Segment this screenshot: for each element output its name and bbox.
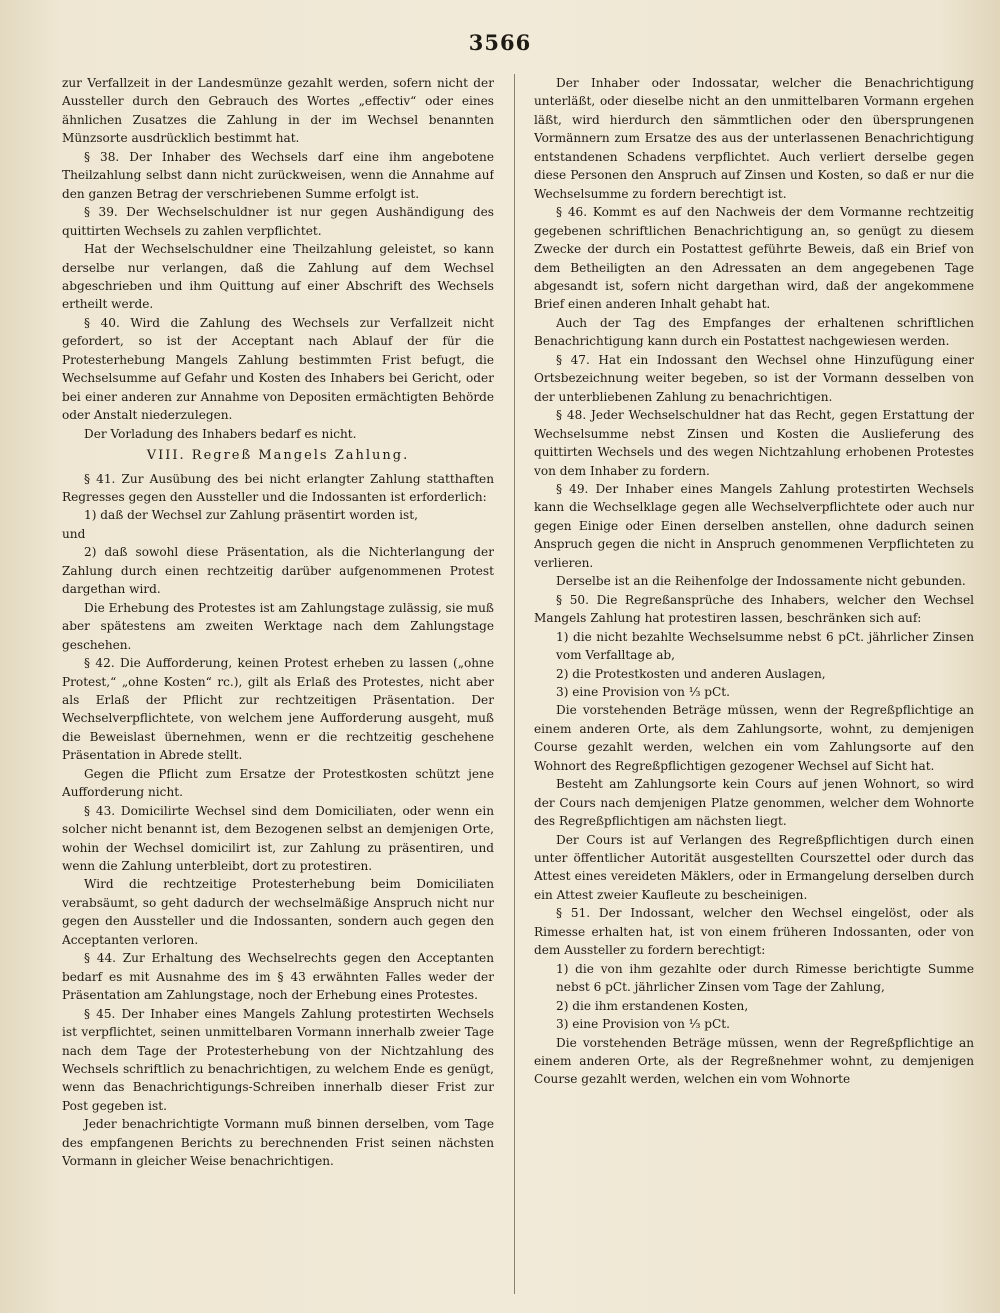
right-paragraph: § 51. Der Indossant, welcher den Wechsel eingelöst, oder als Rimesse erhalten hat, ist von einem früheren Indossanten, oder von dem Aussteller zu fordern berechtigt:	[534, 906, 974, 958]
right-paragraph: Die vorstehenden Beträge müssen, wenn der Regreßpflichtige an einem anderen Orte, als dem Zahlungsorte, wohnt, zu demjenigen Course gezahlt werden, welchen ein vom Zahlungsorte auf den Wohnort des Regreßpflichtigen gezogener Wechsel auf Sicht hat.	[534, 703, 974, 773]
right-paragraph: § 49. Der Inhaber eines Mangels Zahlung protestirten Wechsels kann die Wechselklage gegen alle Wechselverpflichtete oder auch nur gegen Einige oder Einen derselben anstellen, ohne dadurch seinen Anspruch gegen die nicht in Anspruch genommenen Verpflichteten zu verlieren.	[534, 481, 974, 570]
right-paragraph: § 50. Die Regreßansprüche des Inhabers, welcher den Wechsel Mangels Zahlung hat protestiren lassen, beschränken sich auf:	[534, 592, 974, 626]
right-paragraph: Der Inhaber oder Indossatar, welcher die Benachrichtigung unterläßt, oder dieselbe nicht an den unmittelbaren Vormann ergehen läßt, wird hierdurch den sämmtlichen oder den übersprungenen Vormännern zum Ersatze des aus der unterlassenen Benachrichtigung entstandenen Schadens verpflichtet. Auch verliert derselbe gegen diese Personen den Anspruch auf Zinsen und Kosten, so daß er nur die Wechselsumme zu fordern berechtigt ist.	[534, 76, 974, 201]
right-paragraph: Der Cours ist auf Verlangen des Regreßpflichtigen durch einen unter öffentlicher Autorität ausgestellten Courszettel oder durch das Attest eines vereideten Mäklers, oder in Ermangelung derselben durch ein Attest zweier Kaufleute zu bescheinigen.	[534, 832, 974, 902]
left-paragraph: Hat der Wechselschuldner eine Theilzahlung geleistet, so kann derselbe nur verlangen, daß die Zahlung auf dem Wechsel abgeschrieben und ihm Quittung auf einer Abschrift des Wechsels ertheilt werde.	[62, 242, 494, 312]
right-paragraph: § 47. Hat ein Indossant den Wechsel ohne Hinzufügung einer Ortsbezeichnung weiter begeben, so ist der Vormann desselben von der unterbliebenen Zahlung zu benachrichtigen.	[534, 352, 974, 404]
left-paragraph: § 43. Domicilirte Wechsel sind dem Domiciliaten, oder wenn ein solcher nicht benannt ist, dem Bezogenen selbst an demjenigen Orte, wohin der Wechsel domicilirt ist, zur Zahlung zu präsentiren, und wenn die Zahlung unterbleibt, dort zu protestiren.	[62, 803, 494, 874]
left-paragraph: § 42. Die Aufforderung, keinen Protest erheben zu lassen („ohne Protest,“ „ohne Kosten“ rc.), gilt als Erlaß des Protestes, nicht aber als Erlaß der Pflicht zur rechtzeitigen Präsentation. Der Wechselverpflichtete, von welchem jene Aufforderung ausgeht, muß die Beweislast übernehmen, wenn er die rechtzeitig geschehene Präsentation in Abrede stellt.	[62, 656, 494, 763]
right-paragraph: Auch der Tag des Empfanges der erhaltenen schriftlichen Benachrichtigung kann durch ein Postattest nachgewiesen werden.	[534, 315, 974, 349]
left-paragraph: Jeder benachrichtigte Vormann muß binnen derselben, vom Tage des empfangenen Berichts zu berechnenden Frist seinen nächsten Vormann in gleicher Weise benachrichtigen.	[62, 1117, 494, 1169]
left-paragraph: Die Erhebung des Protestes ist am Zahlungstage zulässig, sie muß aber spätestens am zweiten Werktage nach dem Zahlungstage geschehen.	[62, 600, 494, 652]
section-heading: VIII. Regreß Mangels Zahlung.	[146, 448, 410, 464]
right-paragraph: Die vorstehenden Beträge müssen, wenn der Regreßpflichtige an einem anderen Orte, als der Regreßnehmer wohnt, zu demjenigen Course gezahlt werden, welchen ein vom Wohnorte	[534, 1035, 974, 1087]
right-list-item: 1) die nicht bezahlte Wechselsumme nebst 6 pCt. jährlicher Zinsen vom Verfalltage ab,	[556, 629, 974, 663]
left-column	[62, 74, 494, 1294]
right-paragraph: Derselbe ist an die Reihenfolge der Indossamente nicht gebunden.	[556, 574, 966, 589]
left-paragraph: § 38. Der Inhaber des Wechsels darf eine ihm angebotene Theilzahlung selbst dann nicht zurückweisen, wenn die Annahme auf den ganzen Betrag der verschriebenen Summe erfolgt ist.	[62, 149, 494, 201]
page-number: 3566	[468, 30, 532, 55]
left-paragraph: Der Vorladung des Inhabers bedarf es nicht.	[84, 426, 357, 441]
left-paragraph: § 39. Der Wechselschuldner ist nur gegen Aushändigung des quittirten Wechsels zu zahlen verpflichtet.	[62, 205, 494, 238]
right-list-item: 1) die von ihm gezahlte oder durch Rimesse berichtigte Summe nebst 6 pCt. jährlicher Zinsen vom Tage der Zahlung,	[556, 961, 974, 995]
right-paragraph: § 48. Jeder Wechselschuldner hat das Recht, gegen Erstattung der Wechselsumme nebst Zinsen und Kosten die Auslieferung des quittirten Wechsels und des wegen Nichtzahlung erhobenen Protestes von dem Inhaber zu fordern.	[534, 408, 974, 478]
left-connector-text: und	[62, 526, 86, 541]
left-paragraph: § 40. Wird die Zahlung des Wechsels zur Verfallzeit nicht gefordert, so ist der Acceptant nach Ablauf der für die Protesterhebung Mangels Zahlung bestimmten Frist befugt, die Wechselsumme auf Gefahr und Kosten des Inhabers bei Gericht, oder bei einer anderen zur Annahme von Depositen ermächtigten Behörde oder Anstalt niederzulegen.	[62, 315, 494, 423]
left-list-item: 1) daß der Wechsel zur Zahlung präsentirt worden ist,	[84, 508, 418, 523]
right-column	[534, 74, 974, 1294]
right-paragraph: Besteht am Zahlungsorte kein Cours auf jenen Wohnort, so wird der Cours nach demjenigen Platze genommen, welcher dem Wohnorte des Regreßpflichtigen am nächsten liegt.	[534, 777, 974, 829]
right-list-item: 3) eine Provision von ⅓ pCt.	[556, 684, 730, 699]
right-list-item: 2) die Protestkosten und anderen Auslagen,	[556, 666, 826, 681]
left-continued-paragraph: zur Verfallzeit in der Landesmünze gezahlt werden, sofern nicht der Aussteller durch den Gebrauch des Wortes „effectiv“ oder eines ähnlichen Zusatzes die Zahlung in der im Wechsel benannten Münzsorte ausdrücklich bestimmt hat.	[62, 76, 494, 146]
right-list-item: 3) eine Provision von ⅓ pCt.	[556, 1017, 730, 1032]
left-paragraph: Gegen die Pflicht zum Ersatze der Protestkosten schützt jene Aufforderung nicht.	[62, 766, 494, 800]
left-paragraph: Wird die rechtzeitige Protesterhebung beim Domiciliaten verabsäumt, so geht dadurch der wechselmäßige Anspruch nicht nur gegen den Aussteller und die Indossanten, sondern auch gegen den Acceptanten verloren.	[62, 877, 494, 947]
column-divider	[514, 74, 515, 1294]
left-paragraph: § 41. Zur Ausübung des bei nicht erlangter Zahlung statthaften Regresses gegen den Aussteller und die Indossanten ist erforderlich:	[62, 471, 494, 504]
left-paragraph: § 44. Zur Erhaltung des Wechselrechts gegen den Acceptanten bedarf es mit Ausnahme des im § 43 erwähnten Falles weder der Präsentation am Zahlungstage, noch der Erhebung eines Protestes.	[62, 951, 494, 1003]
left-paragraph: § 45. Der Inhaber eines Mangels Zahlung protestirten Wechsels ist verpflichtet, seinen unmittelbaren Vormann innerhalb zweier Tage nach dem Tage der Protesterhebung von der Nichtzahlung des Wechsels schriftlich zu benachrichtigen, zu welchem Ende es genügt, wenn das Benachrichtigungs-Schreiben innerhalb dieser Frist zur Post gegeben ist.	[62, 1006, 494, 1113]
left-paragraph: 2) daß sowohl diese Präsentation, als die Nichterlangung der Zahlung durch einen rechtzeitig darüber aufgenommenen Protest dargethan wird.	[62, 545, 494, 597]
right-list-item: 2) die ihm erstandenen Kosten,	[556, 998, 749, 1013]
right-paragraph: § 46. Kommt es auf den Nachweis der dem Vormanne rechtzeitig gegebenen schriftlichen Benachrichtigung an, so genügt zu diesem Zwecke der durch ein Postattest geführte Beweis, daß ein Brief von dem Betheiligten an den Adressaten an dem angegebenen Tage abgesandt ist, sofern nicht dargethan wird, daß der angekommene Brief einen anderen Inhalt gehabt hat.	[534, 205, 974, 312]
